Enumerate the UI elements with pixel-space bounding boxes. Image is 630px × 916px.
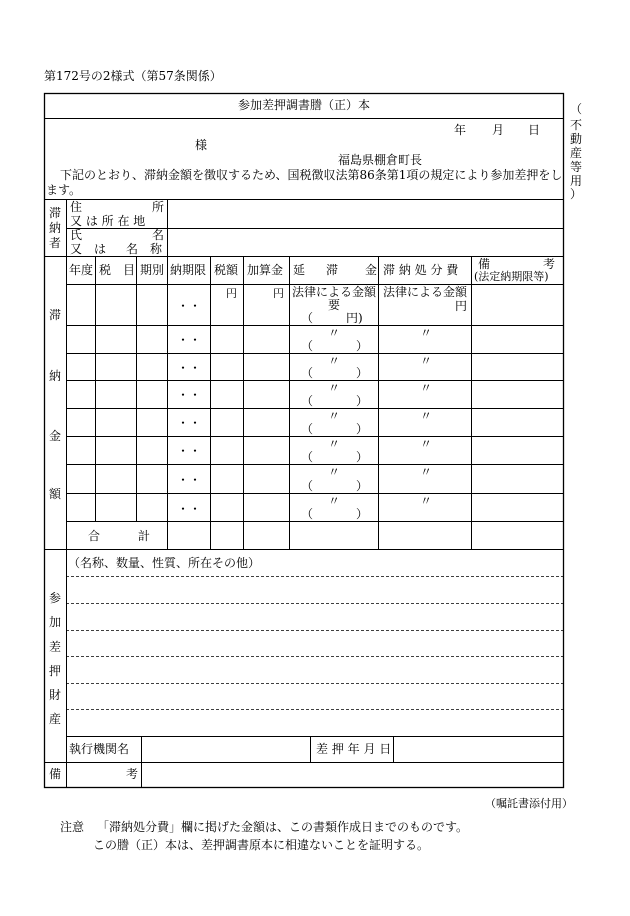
body-text-line-1: 下記のとおり、滞納金額を徴収するため、国税徴収法第86条第1項の規定により参加差押をし [60,168,563,182]
body-text-line-2: ます。 [46,183,82,197]
agency-field[interactable] [142,737,310,762]
remarks-label-b: 考 [126,767,139,781]
addressee-suffix: 様 [195,138,208,152]
date-month-label: 月 [492,123,505,137]
header-note-b: 考 [543,257,556,271]
header-tax-amount: 税額 [214,263,239,277]
issuer-name: 福島県棚倉町長 [338,153,423,167]
header-delay-charge-c: 金 [365,263,378,277]
commission-note: （嘱託書添付用） [485,797,573,810]
name-label-b: 名 [152,228,165,242]
header-period: 期別 [140,263,165,277]
header-additional-tax: 加算金 [247,263,284,277]
fee-yen-unit: 円 [455,299,468,313]
seizure-date-field[interactable] [394,737,563,762]
property-field[interactable] [67,577,563,735]
property-hint: （名称、数量、性質、所在その他） [68,556,261,570]
header-due-date: 納期限 [170,263,207,277]
note-line-1: 「滞納処分費」欄に掲げた金額は、この書類作成日までのものです。 [97,820,469,834]
note-label: 注意 [60,820,85,834]
header-delay-charge-a: 延 [293,263,306,277]
total-label-b: 計 [138,529,151,543]
header-note-a: 備 [478,257,491,271]
document-title: 参加差押調書謄（正）本 [237,98,370,112]
header-delay-charge-b: 滞 [326,263,339,277]
delay-paren-open: （ [301,311,314,325]
address-label-a: 住 [70,200,83,214]
delay-required: 要 [328,298,341,312]
header-tax-item: 税 目 [99,263,136,277]
address-field[interactable] [168,200,563,228]
remarks-label-a: 備 [49,767,62,781]
name-label-a: 氏 [70,228,83,242]
header-disposition-fee: 滞 納 処 分 費 [383,263,459,277]
additional-tax-unit: 円 [273,287,284,300]
address-label-b: 所 [152,200,165,214]
name-label-c: 又 は [70,242,107,256]
fee-legal-amount: 法律による金額 [383,285,468,299]
agency-label: 執行機関名 [69,742,130,756]
delay-legal-amount: 法律による金額 [292,285,377,299]
name-label-d: 名 称 [126,242,163,256]
address-label-c: 又 は 所 在 地 [70,214,146,228]
header-statutory-date: (法定納期限等) [474,270,549,283]
total-label-a: 合 [88,529,101,543]
tax-unit: 円 [226,287,237,300]
form-number: 第172号の2様式（第57条関係） [44,69,222,83]
date-year-label: 年 [454,123,467,137]
seizure-date-label: 差 押 年 月 日 [316,742,392,756]
remarks-field[interactable] [142,763,563,787]
name-field[interactable] [168,229,563,256]
due-date-dots: ・・ [177,299,202,313]
date-day-label: 日 [528,123,541,137]
delay-yen-close: 円) [346,311,363,325]
header-year: 年度 [69,263,94,277]
note-line-2: この謄（正）本は、差押調書原本に相違ないことを証明する。 [93,838,430,852]
